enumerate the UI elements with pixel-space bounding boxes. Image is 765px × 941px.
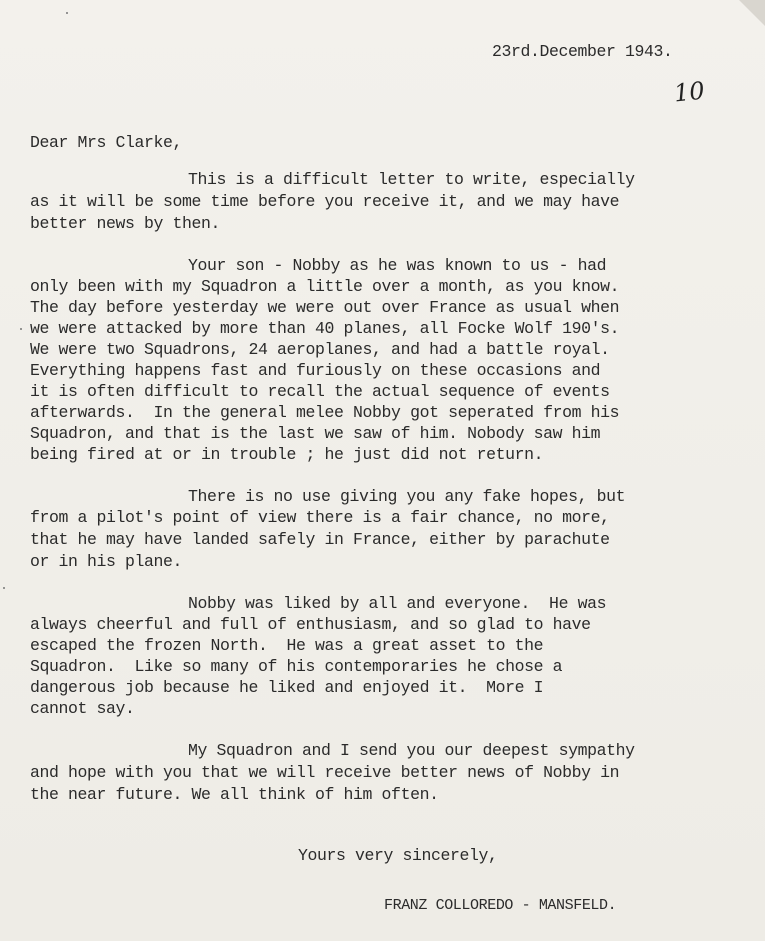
paragraph-2-line-8: afterwards. In the general melee Nobby got seperated from his [30, 403, 620, 422]
paragraph-4-line-2: always cheerful and full of enthusiasm, and so glad to have [30, 615, 591, 634]
paragraph-1-line-2: as it will be some time before you receive it, and we may have [30, 192, 620, 211]
paragraph-2-line-5: We were two Squadrons, 24 aeroplanes, and had a battle royal. [30, 340, 610, 359]
paragraph-2-line-9: Squadron, and that is the last we saw of him. Nobody saw him [30, 424, 601, 443]
paragraph-3-line-4: or in his plane. [30, 552, 183, 571]
salutation: Dear Mrs Clarke, [30, 133, 183, 152]
paragraph-2-line-7: it is often difficult to recall the actual sequence of events [30, 382, 610, 401]
paragraph-2-line-1: Your son - Nobby as he was known to us - had [188, 256, 607, 275]
paper-speck [3, 587, 5, 589]
paragraph-4-line-5: dangerous job because he liked and enjoyed it. More I [30, 678, 544, 697]
page-corner-fold [739, 0, 765, 26]
paragraph-5-line-2: and hope with you that we will receive better news of Nobby in [30, 763, 620, 782]
paragraph-1-line-3: better news by then. [30, 214, 221, 233]
handwritten-page-number: 10 [672, 76, 706, 108]
letter-date: 23rd.December 1943. [492, 42, 673, 61]
paragraph-1-line-1: This is a difficult letter to write, especially [188, 170, 635, 189]
paragraph-3-line-3: that he may have landed safely in France, either by parachute [30, 530, 610, 549]
paragraph-2-line-4: we were attacked by more than 40 planes, all Focke Wolf 190's. [30, 319, 620, 338]
paragraph-5-line-3: the near future. We all think of him often. [30, 785, 439, 804]
paragraph-4-line-3: escaped the frozen North. He was a great asset to the [30, 636, 544, 655]
paragraph-2-line-6: Everything happens fast and furiously on these occasions and [30, 361, 601, 380]
closing: Yours very sincerely, [298, 846, 498, 865]
paragraph-4-line-6: cannot say. [30, 699, 135, 718]
paragraph-5-line-1: My Squadron and I send you our deepest sympathy [188, 741, 635, 760]
paragraph-4-line-1: Nobby was liked by all and everyone. He was [188, 594, 607, 613]
paper-speck [66, 12, 68, 14]
paper-speck [20, 328, 22, 330]
paragraph-4-line-4: Squadron. Like so many of his contemporaries he chose a [30, 657, 563, 676]
signature: FRANZ COLLOREDO - MANSFELD. [384, 897, 617, 914]
paragraph-3-line-1: There is no use giving you any fake hopes, but [188, 487, 626, 506]
paragraph-3-line-2: from a pilot's point of view there is a fair chance, no more, [30, 508, 610, 527]
paragraph-2-line-10: being fired at or in trouble ; he just did not return. [30, 445, 544, 464]
paragraph-2-line-2: only been with my Squadron a little over a month, as you know. [30, 277, 620, 296]
paragraph-2-line-3: The day before yesterday we were out over France as usual when [30, 298, 620, 317]
